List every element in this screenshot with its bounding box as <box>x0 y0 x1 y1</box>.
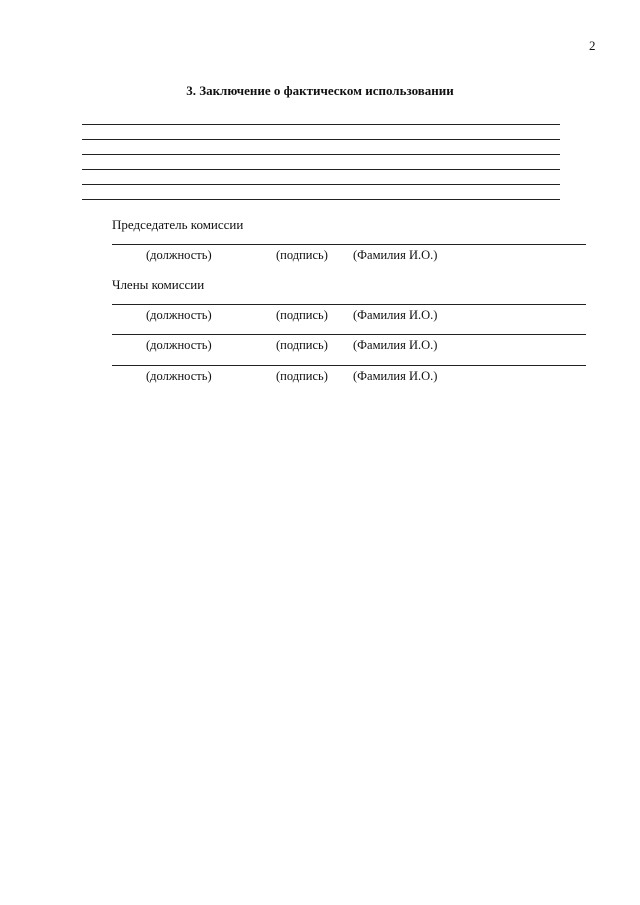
conclusion-line[interactable] <box>82 169 560 170</box>
members-heading: Члены комиссии <box>112 277 205 292</box>
name-label: (Фамилия И.О.) <box>353 369 438 383</box>
position-label: (должность) <box>146 369 212 383</box>
signature-label: (подпись) <box>276 248 328 262</box>
signature-label: (подпись) <box>276 338 328 352</box>
member-signature-row[interactable] <box>112 304 586 325</box>
page-number: 2 <box>589 38 596 53</box>
name-label: (Фамилия И.О.) <box>353 308 438 322</box>
name-label: (Фамилия И.О.) <box>353 248 438 262</box>
position-label: (должность) <box>146 308 212 322</box>
position-label: (должность) <box>146 248 212 262</box>
position-label: (должность) <box>146 338 212 352</box>
member-signature-row[interactable] <box>112 365 586 386</box>
conclusion-line[interactable] <box>82 139 560 140</box>
conclusion-line[interactable] <box>82 154 560 155</box>
conclusion-line[interactable] <box>82 184 560 185</box>
name-label: (Фамилия И.О.) <box>353 338 438 352</box>
chairman-signature-row[interactable] <box>112 244 586 265</box>
conclusion-lines <box>82 124 560 214</box>
conclusion-line[interactable] <box>82 199 560 200</box>
member-signature-row[interactable] <box>112 334 586 355</box>
section-title: 3. Заключение о фактическом использовании <box>186 83 454 98</box>
signature-label: (подпись) <box>276 369 328 383</box>
conclusion-line[interactable] <box>82 124 560 125</box>
signature-label: (подпись) <box>276 308 328 322</box>
chairman-heading: Председатель комиссии <box>112 217 244 232</box>
